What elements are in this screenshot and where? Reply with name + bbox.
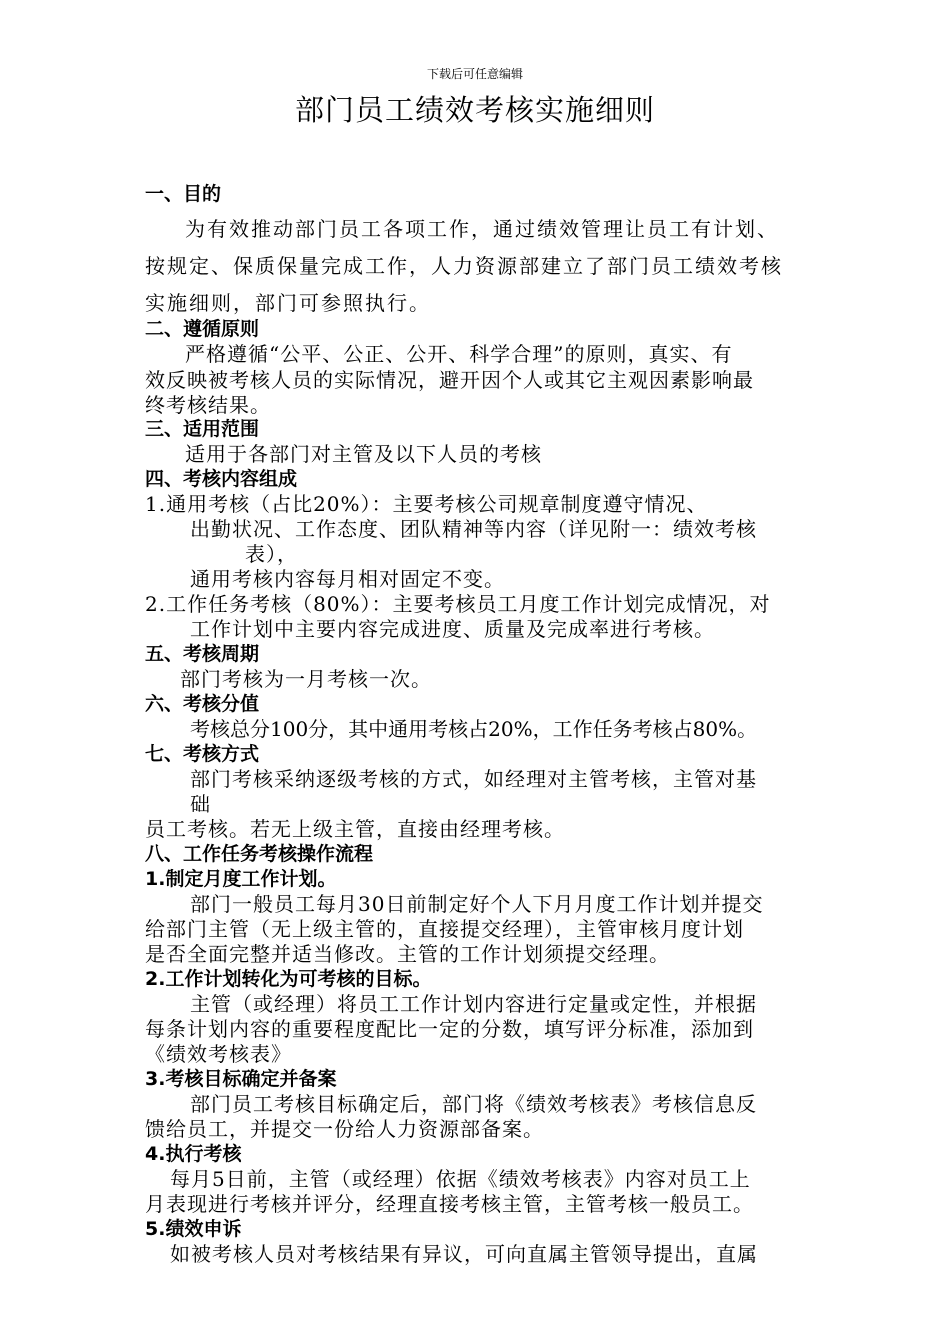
step-heading: 1.制定月度工作计划。: [145, 868, 337, 890]
paragraph-line: 主管（或经理）将员工工作计划内容进行定量或定性，并根据: [190, 992, 757, 1016]
paragraph-line: 效反映被考核人员的实际情况，避开因个人或其它主观因素影响最: [145, 368, 754, 392]
header-note: 下载后可任意编辑: [426, 67, 523, 81]
step-heading: 4.执行考核: [145, 1143, 242, 1165]
paragraph-line: 表），: [245, 542, 298, 566]
section-heading-method: 七、考核方式: [145, 743, 260, 765]
paragraph-line: 适用于各部门对主管及以下人员的考核: [185, 442, 542, 466]
paragraph-line: 部门考核为一月考核一次。: [180, 667, 432, 691]
step-heading: 3.考核目标确定并备案: [145, 1068, 337, 1090]
paragraph-line: 为有效推动部门员工各项工作，通过绩效管理让员工有计划、: [185, 217, 779, 241]
paragraph-line: 实施细则，部门可参照执行。: [145, 291, 431, 315]
paragraph-line: 如被考核人员对考核结果有异议，可向直属主管领导提出，直属: [170, 1242, 758, 1266]
paragraph-line: 考核总分100分，其中通用考核占20%，工作任务考核占80%。: [190, 717, 758, 741]
step-heading: 5.绩效申诉: [145, 1218, 242, 1240]
document-title: 部门员工绩效考核实施细则: [294, 93, 655, 127]
section-heading-scope: 三、适用范围: [145, 418, 260, 440]
paragraph-line: 《绩效考核表》: [145, 1042, 292, 1066]
paragraph-line: 部门考核采纳逐级考核的方式，如经理对主管考核，主管对基: [190, 767, 757, 791]
paragraph-line: 部门员工考核目标确定后，部门将《绩效考核表》考核信息反: [190, 1092, 757, 1116]
section-heading-content: 四、考核内容组成: [145, 468, 298, 490]
paragraph-line: 月表现进行考核并评分，经理直接考核主管，主管考核一般员工。: [145, 1192, 754, 1216]
paragraph-line: 馈给员工，并提交一份给人力资源部备案。: [145, 1117, 544, 1141]
paragraph-line: 给部门主管（无上级主管的，直接提交经理），主管审核月度计划: [145, 917, 744, 941]
paragraph-line: 础: [190, 792, 211, 816]
paragraph-line: 部门一般员工每月30日前制定好个人下月月度工作计划并提交: [190, 892, 764, 916]
paragraph-line: 严格遵循“公平、公正、公开、科学合理”的原则，真实、有: [185, 342, 733, 366]
step-heading: 2.工作计划转化为可考核的目标。: [145, 968, 432, 990]
paragraph-line: 2.工作任务考核（80%）：主要考核员工月度工作计划完成情况，对: [145, 592, 771, 616]
paragraph-line: 按规定、保质保量完成工作，人力资源部建立了部门员工绩效考核: [145, 254, 783, 278]
section-heading-process: 八、工作任务考核操作流程: [145, 843, 374, 865]
section-heading-principles: 二、遵循原则: [145, 318, 260, 340]
paragraph-line: 每条计划内容的重要程度配比一定的分数，填写评分标准，添加到: [145, 1017, 754, 1041]
paragraph-line: 1.通用考核（占比20%）：主要考核公司规章制度遵守情况、: [145, 492, 708, 516]
section-heading-cycle: 五、考核周期: [145, 643, 260, 665]
paragraph-line: 员工考核。若无上级主管，直接由经理考核。: [145, 817, 565, 841]
paragraph-line: 出勤状况、工作态度、团队精神等内容（详见附一：绩效考核: [190, 517, 757, 541]
paragraph-line: 工作计划中主要内容完成进度、质量及完成率进行考核。: [190, 617, 715, 641]
paragraph-line: 通用考核内容每月相对固定不变。: [190, 567, 505, 591]
paragraph-line: 每月5日前，主管（或经理）依据《绩效考核表》内容对员工上: [170, 1167, 751, 1191]
section-heading-score: 六、考核分值: [145, 693, 260, 715]
paragraph-line: 是否全面完整并适当修改。主管的工作计划须提交经理。: [145, 942, 670, 966]
section-heading-purpose: 一、目的: [145, 183, 222, 205]
paragraph-line: 终考核结果。: [145, 393, 271, 417]
